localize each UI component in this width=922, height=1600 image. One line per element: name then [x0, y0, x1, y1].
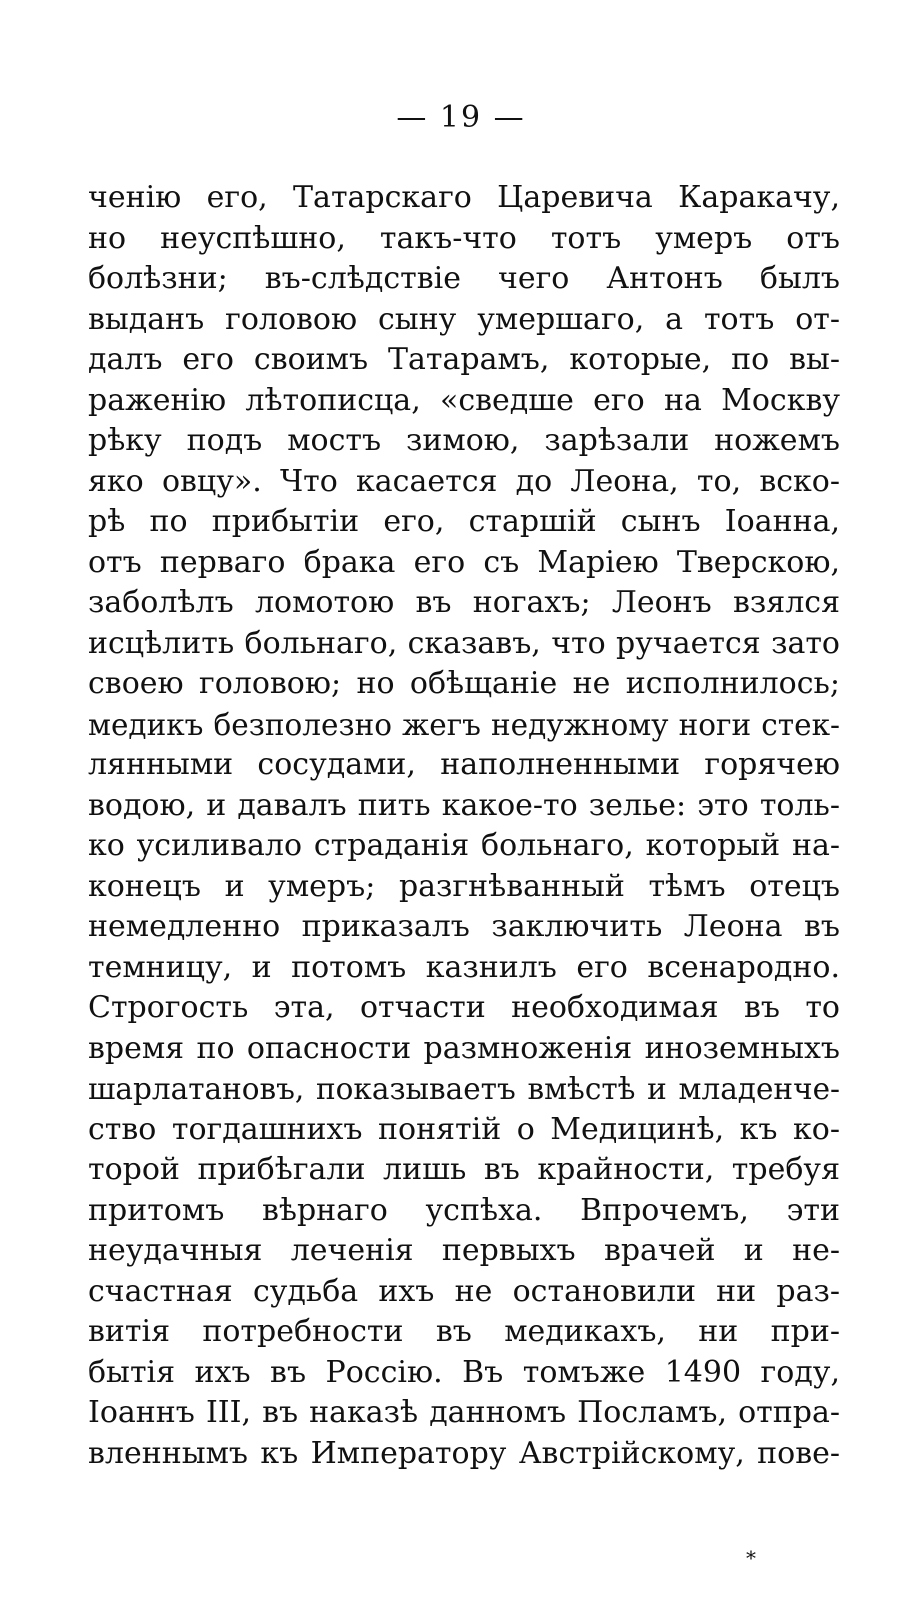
text-line: торой прибѣгали лишь въ крайности, требуя — [88, 1152, 840, 1187]
text-line: яко овцу». Что касается до Леона, то, вско- — [88, 463, 840, 499]
text-line: бытія ихъ въ Россію. Въ томъже 1490 году, — [88, 1354, 840, 1390]
footer-mark: * — [746, 1546, 756, 1570]
text-line: водою, и давалъ пить какое-то зелье: это толь- — [88, 787, 840, 823]
text-line: шарлатановъ, показываетъ вмѣстѣ и младенче- — [88, 1072, 840, 1106]
text-line: выданъ головою сыну умершаго, а тотъ от- — [88, 301, 840, 337]
text-line: конецъ и умеръ; разгнѣванный тѣмъ отецъ — [88, 868, 840, 904]
text-line: ство тогдашнихъ понятій о Медицинѣ, къ ко- — [88, 1111, 840, 1147]
text-line: но неуспѣшно, такъ-что тотъ умеръ отъ — [88, 220, 840, 256]
text-line: счастная судьба ихъ не остановили ни раз- — [88, 1273, 840, 1309]
text-line: темницу, и потомъ казнилъ его всенародно. — [88, 949, 840, 985]
text-line: Строгость эта, отчасти необходимая въ то — [88, 990, 840, 1025]
text-line: немедленно приказалъ заключить Леона въ — [88, 909, 840, 944]
text-line: лянными сосудами, наполненными горячею — [88, 747, 840, 782]
text-line: раженію лѣтописца, «сведше его на Москву — [88, 382, 840, 418]
page-number: — 19 — — [396, 100, 526, 135]
text-line: заболѣлъ ломотою въ ногахъ; Леонъ взялся — [88, 585, 840, 620]
text-line: отъ перваго брака его съ Маріею Тверскою, — [88, 544, 840, 580]
text-line: своею головою; но обѣщаніе не исполнилось; — [88, 666, 840, 701]
body-text — [88, 178, 840, 1474]
text-line: рѣ по прибытіи его, старшій сынъ Іоанна, — [88, 504, 840, 539]
text-line: рѣку подъ мостъ зимою, зарѣзали ножемъ — [88, 423, 840, 458]
text-line: ко усиливало страданія больнаго, который на- — [88, 828, 840, 863]
text-line: Іоаннъ III, въ наказѣ данномъ Посламъ, отпра- — [88, 1395, 840, 1430]
text-line: неудачныя леченія первыхъ врачей и не- — [88, 1233, 840, 1268]
text-line: ченію его, Татарскаго Царевича Каракачу, — [88, 180, 840, 215]
text-line: медикъ безполезно жегъ недужному ноги стек- — [88, 707, 840, 742]
text-line: болѣзни; въ-слѣдствіе чего Антонъ былъ — [88, 261, 840, 296]
text-line: вленнымъ къ Императору Австрійскому, пове- — [88, 1435, 840, 1471]
text-line: витія потребности въ медикахъ, ни при- — [88, 1314, 840, 1349]
text-line: далъ его своимъ Татарамъ, которые, по вы- — [88, 342, 840, 377]
text-line: притомъ вѣрнаго успѣха. Впрочемъ, эти — [88, 1192, 840, 1228]
text-line: исцѣлить больнаго, сказавъ, что ручается зато — [88, 625, 840, 661]
text-line: время по опасности размноженія иноземныхъ — [88, 1030, 840, 1066]
